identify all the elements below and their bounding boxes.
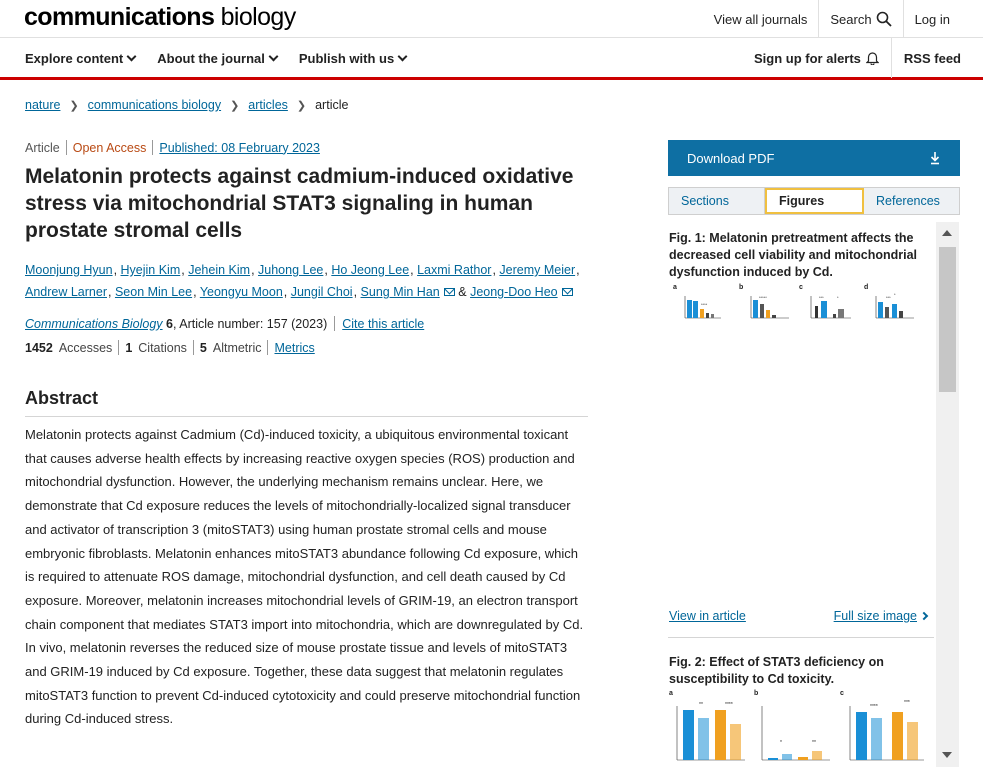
full-size-label: Full size image — [833, 609, 917, 623]
figure-1-thumbnail-a[interactable] — [673, 284, 733, 324]
panel-label: a — [673, 284, 677, 291]
author-link[interactable]: Ho Jeong Lee — [331, 263, 410, 277]
cite-article-link[interactable]: Cite this article — [342, 316, 425, 331]
search-button[interactable] — [819, 11, 902, 27]
bar-chart-thumbnail — [840, 698, 928, 774]
divider — [267, 340, 268, 355]
journal-name: Communications Biology — [25, 316, 163, 331]
journal-name-link[interactable] — [25, 317, 163, 331]
nav-publish[interactable] — [299, 51, 406, 66]
article-title: Melatonin protects against cadmium-induced oxidative stress via mitochondrial STAT3 signaling in human prostate stromal cells — [25, 165, 574, 242]
chevron-down-icon — [398, 51, 408, 61]
volume: 6 — [166, 316, 173, 331]
svg-text:****: **** — [725, 702, 733, 708]
download-pdf-button[interactable] — [668, 140, 960, 176]
scrollbar-thumb[interactable] — [939, 247, 956, 392]
site-header — [0, 0, 983, 38]
main-nav — [0, 38, 983, 80]
figure-1-thumbnail-b[interactable] — [739, 284, 799, 324]
svg-text:*: * — [780, 740, 782, 746]
author-list: Moonjung Hyun, Hyejin Kim, Jehein Kim, Juhong Lee, Ho Jeong Lee, Laxmi Rathor, Jeremy Meier, Andrew Larner, Seon Min Lee, Yeongyu Moon, Jungil Choi, Sung Min Han & Jeong-Doo Heo — [25, 263, 580, 299]
article-number: , Article number: 157 (2023) — [173, 316, 328, 331]
author-link[interactable]: Andrew Larner — [25, 285, 107, 299]
panel-label: b — [739, 284, 744, 291]
svg-text:**: ** — [699, 702, 703, 708]
author-link[interactable]: Hyejin Kim — [120, 263, 181, 277]
divider — [118, 340, 119, 355]
author-and: & — [458, 285, 467, 299]
abstract-text: Melatonin protects against Cadmium (Cd)-induced toxicity, a ubiquitous environmental toxicant that causes adverse health effects by increasing reactive oxygen species (ROS) production and mitochondrial dysfunction. However, the underlying mechanism remains unclear. Here, we demonstrate that Cd exposure reduces the levels of mitochondrially-localized signal transducer and activator of transcription 3 (mitoSTAT3) using human prostate stromal cells and mouse embryonic fibroblasts. Melatonin enhances mitoSTAT3 abundance following Cd exposure, which is required to attenuate ROS damage, mitochondrial dysfunction, and cell death caused by Cd exposure. Moreover, melatonin increases mitochondrial levels of GRIM-19, an electron transport chain component that mediates STAT3 import into mitochondria, which are downregulated by Cd. In vivo, melatonin reverses the reduced size of mouse prostate tissue and levels of mitoSTAT3 and GRIM-19 induced by Cd exposure. Together, these data suggest that melatonin regulates mitoSTAT3 function to prevent Cd-induced cytotoxicity and could preserve mitochondrial function during Cd-induced stress. — [25, 427, 584, 727]
scroll-down-arrow-icon[interactable] — [942, 752, 952, 758]
chevron-down-icon — [268, 51, 278, 61]
nav-explore-content[interactable] — [25, 51, 135, 66]
top-links — [703, 0, 961, 38]
figure-2-title[interactable]: Fig. 2: Effect of STAT3 deficiency on susceptibility to Cd toxicity. — [669, 655, 884, 686]
panel-label: c — [799, 284, 803, 291]
published-date-link[interactable]: Published: 08 February 2023 — [159, 140, 320, 155]
chevron-right-icon: ❯ — [230, 99, 240, 112]
panel-label: a — [669, 690, 673, 697]
author-link[interactable]: Yeongyu Moon — [199, 285, 283, 299]
open-access-badge: Open Access — [72, 140, 147, 155]
view-in-article-link[interactable]: View in article — [669, 609, 746, 623]
author-link[interactable]: Jeong-Doo Heo — [470, 285, 558, 299]
author-link[interactable]: Moonjung Hyun — [25, 263, 113, 277]
citations-label: Citations — [138, 340, 187, 355]
download-icon — [930, 151, 940, 165]
nav-label: Publish with us — [298, 50, 395, 66]
figure-1-thumbnail-c[interactable] — [799, 284, 859, 324]
author-link[interactable]: Laxmi Rathor — [417, 263, 492, 277]
figure-2-thumbnail-b[interactable] — [754, 690, 834, 775]
figure-2-thumbnail-c[interactable] — [840, 690, 928, 775]
panel-label: c — [840, 690, 844, 697]
figures-scrollbar[interactable] — [936, 222, 959, 767]
chevron-right-icon: ❯ — [69, 99, 79, 112]
chevron-right-icon: ❯ — [296, 99, 307, 112]
metrics-link[interactable]: Metrics — [274, 340, 315, 355]
full-size-image-link[interactable] — [834, 609, 927, 623]
author-link[interactable]: Jungil Choi — [290, 285, 353, 299]
svg-text:***: *** — [904, 700, 910, 706]
journal-logo[interactable]: communications biology — [24, 3, 296, 31]
view-all-journals-link[interactable]: View all journals — [713, 11, 808, 27]
alerts-label: Sign up for alerts — [754, 50, 861, 66]
tab-figures[interactable]: Figures — [765, 188, 864, 214]
figure-1-links — [669, 609, 927, 623]
divider — [334, 316, 335, 331]
author-link[interactable]: Sung Min Han — [360, 285, 440, 299]
author-link[interactable]: Jehein Kim — [188, 263, 251, 277]
bar-chart-thumbnail — [754, 698, 834, 774]
svg-text:***: *** — [819, 295, 824, 300]
sign-up-alerts-link[interactable] — [754, 51, 879, 66]
author-link[interactable]: Jeremy Meier — [499, 263, 576, 277]
article-meta — [25, 140, 320, 155]
panel-label: b — [754, 690, 759, 697]
bar-chart-thumbnail — [669, 698, 751, 774]
search-label: Search — [830, 11, 872, 27]
article-type: Article — [25, 140, 60, 155]
breadcrumb-nature[interactable]: nature — [25, 98, 61, 112]
breadcrumb-communications-biology[interactable]: communications biology — [87, 98, 222, 112]
svg-text:*: * — [894, 292, 896, 297]
author-link[interactable]: Seon Min Lee — [114, 285, 193, 299]
bar-chart-thumbnail — [864, 292, 924, 324]
figure-1-title[interactable]: Fig. 1: Melatonin pretreatment affects the decreased cell viability and mitochondrial dysfunction induced by Cd. — [669, 231, 917, 279]
divider — [152, 140, 153, 155]
divider — [193, 340, 194, 355]
citations-count: 1 — [125, 340, 133, 355]
search-icon — [876, 11, 892, 27]
bar-chart-thumbnail — [739, 292, 799, 324]
journal-citation — [25, 316, 424, 331]
svg-text:*****: ***** — [759, 295, 767, 300]
divider — [668, 637, 934, 638]
breadcrumb-articles[interactable]: articles — [248, 98, 288, 112]
email-icon[interactable] — [444, 288, 455, 296]
figures-panel — [668, 222, 960, 775]
divider — [66, 140, 67, 155]
chevron-right-icon — [920, 612, 928, 620]
nav-label: Explore content — [25, 50, 124, 66]
abstract-heading: Abstract — [25, 388, 588, 417]
altmetric-label: Altmetric — [212, 340, 262, 355]
rss-feed-link[interactable]: RSS feed — [903, 50, 961, 66]
accesses-label: Accesses — [58, 340, 113, 355]
email-icon[interactable] — [562, 288, 573, 296]
svg-text:***: *** — [886, 295, 891, 300]
nav-about-journal[interactable] — [157, 51, 277, 66]
article-metrics — [25, 340, 315, 355]
bell-icon — [866, 51, 879, 65]
bar-chart-thumbnail — [799, 292, 859, 324]
accesses-count: 1452 — [25, 340, 53, 355]
figure-2-thumbnail-a[interactable] — [669, 690, 751, 775]
breadcrumb-current: article — [315, 98, 349, 112]
login-link[interactable]: Log in — [914, 11, 950, 27]
figure-1-thumbnail-d[interactable] — [864, 284, 924, 324]
svg-text:****: **** — [870, 704, 878, 710]
tab-sections[interactable]: Sections — [669, 188, 765, 214]
nav-label: About the journal — [157, 50, 265, 66]
svg-text:****: **** — [701, 302, 708, 307]
breadcrumb — [25, 98, 348, 112]
sidebar-tabs — [668, 187, 960, 215]
bar-chart-thumbnail — [673, 292, 733, 324]
divider — [891, 38, 892, 78]
altmetric-count: 5 — [199, 340, 207, 355]
svg-text:**: ** — [812, 740, 816, 746]
scroll-up-arrow-icon[interactable] — [942, 230, 952, 236]
panel-label: d — [864, 284, 869, 291]
svg-text:*: * — [837, 295, 839, 300]
author-link[interactable]: Juhong Lee — [258, 263, 324, 277]
tab-references[interactable]: References — [876, 194, 940, 208]
chevron-down-icon — [127, 51, 137, 61]
download-label: Download PDF — [687, 150, 775, 166]
